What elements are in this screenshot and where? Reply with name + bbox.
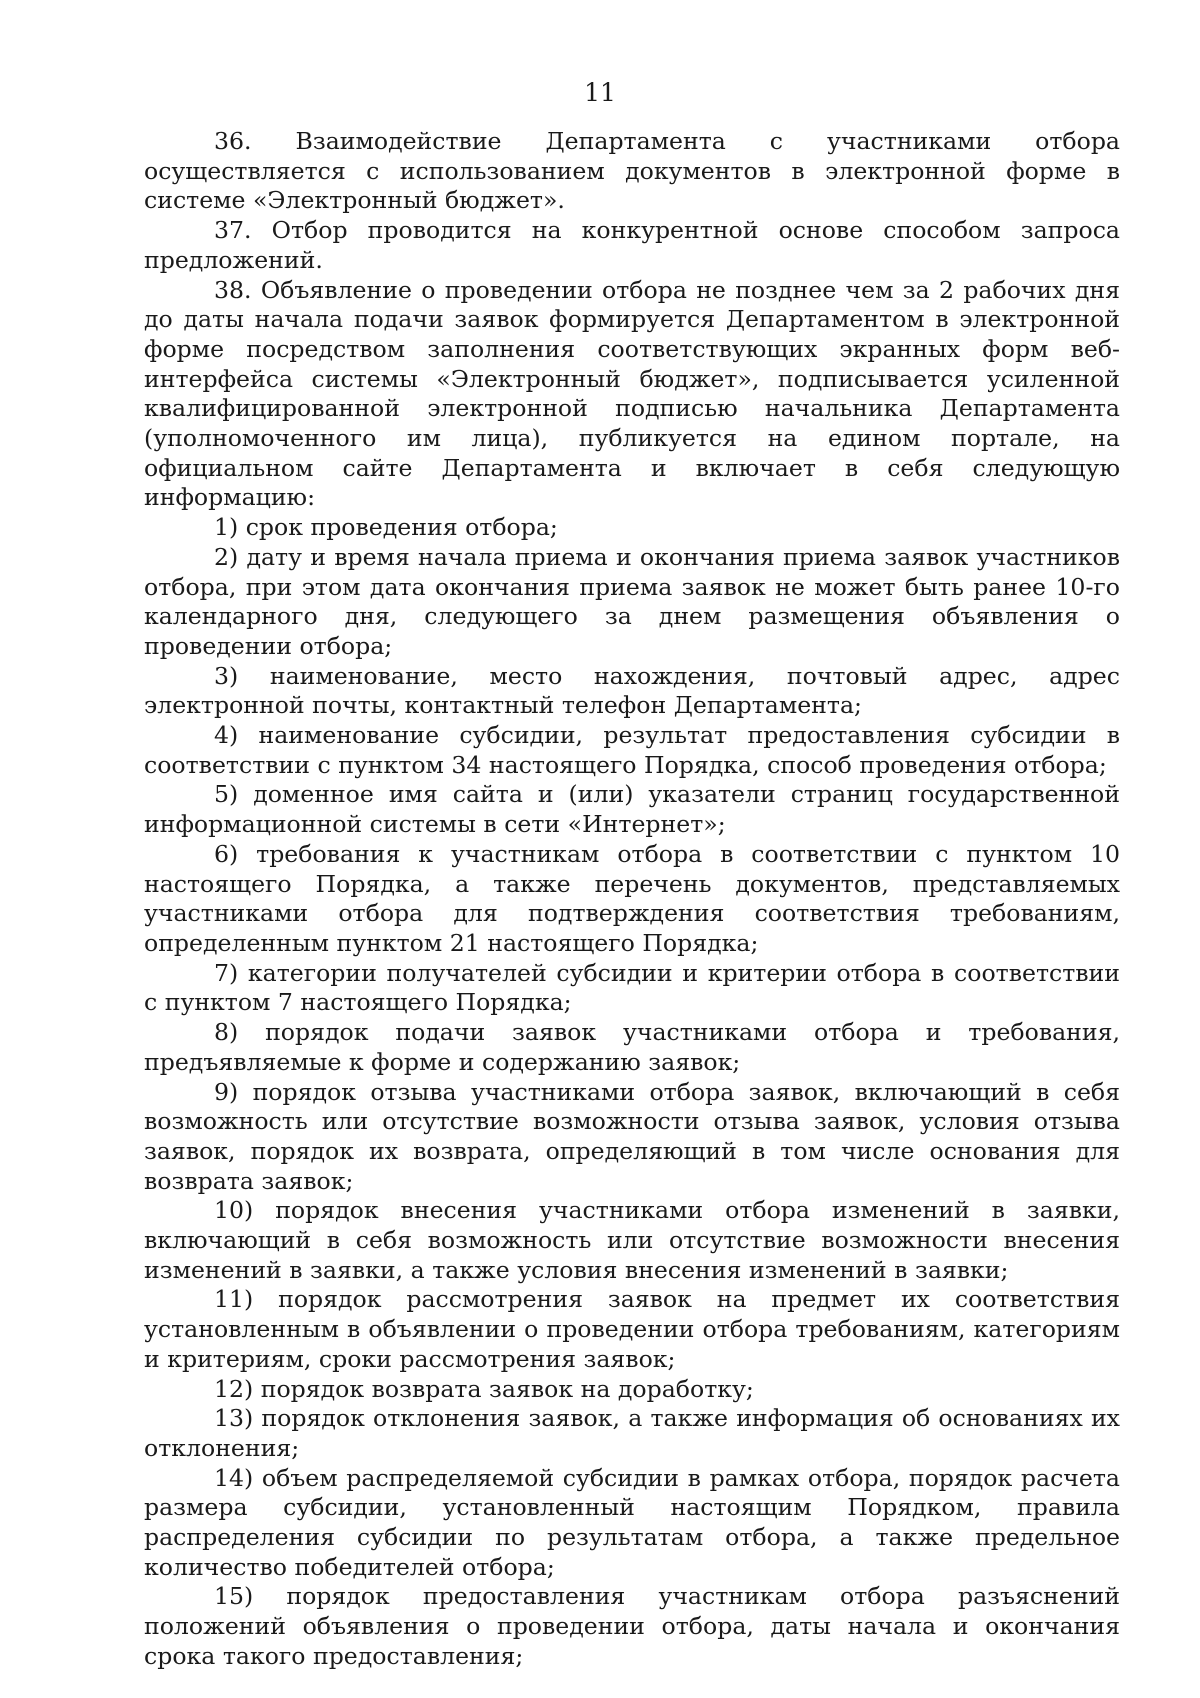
paragraph-36: 36. Взаимодействие Департамента с участниками отбора осуществляется с использованием документов в электронной форме в системе «Электронный бюджет». <box>144 127 1120 215</box>
list-item-9: 9) порядок отзыва участниками отбора заявок, включающий в себя возможность или отсутствие возможности отзыва заявок, условия отзыва заявок, порядок их возврата, определяющий в том числе основания для возврата заявок; <box>144 1077 1120 1195</box>
list-item-15: 15) порядок предоставления участникам отбора разъяснений положений объявления о проведении отбора, даты начала и окончания срока такого предоставления; <box>144 1582 1120 1670</box>
list-item-5: 5) доменное имя сайта и (или) указатели страниц государственной информационной системы в сети «Интернет»; <box>144 780 1120 839</box>
list-item-6: 6) требования к участникам отбора в соответствии с пунктом 10 настоящего Порядка, а также перечень документов, представляемых участниками отбора для подтверждения соответствия требованиям, определенным пунктом 21 настоящего Порядка; <box>144 839 1120 957</box>
list-item-11: 11) порядок рассмотрения заявок на предмет их соответствия установленным в объявлении о проведении отбора требованиям, категориям и критериям, сроки рассмотрения заявок; <box>144 1285 1120 1373</box>
paragraph-38: 38. Объявление о проведении отбора не позднее чем за 2 рабочих дня до даты начала подачи заявок формируется Департаментом в электронной форме посредством заполнения соответствующих экранных форм веб-интерфейса системы «Электронный бюджет», подписывается усиленной квалифицированной электронной подписью начальника Департамента (уполномоченного им лица), публикуется на едином портале, на официальном сайте Департамента и включает в себя следующую информацию: <box>144 275 1120 512</box>
list-item-12: 12) порядок возврата заявок на доработку; <box>214 1374 754 1403</box>
list-item-3: 3) наименование, место нахождения, почтовый адрес, адрес электронной почты, контактный телефон Департамента; <box>144 661 1120 720</box>
list-item-7: 7) категории получателей субсидии и критерии отбора в соответствии с пунктом 7 настоящего Порядка; <box>144 958 1120 1017</box>
list-item-14: 14) объем распределяемой субсидии в рамках отбора, порядок расчета размера субсидии, установленный настоящим Порядком, правила распределения субсидии по результатам отбора, а также предельное количество победителей отбора; <box>144 1463 1120 1581</box>
list-item-8: 8) порядок подачи заявок участниками отбора и требования, предъявляемые к форме и содержанию заявок; <box>144 1018 1120 1076</box>
page-number: 11 <box>584 78 616 107</box>
list-item-1: 1) срок проведения отбора; <box>214 513 558 542</box>
list-item-2: 2) дату и время начала приема и окончания приема заявок участников отбора, при этом дата окончания приема заявок не может быть ранее 10-го календарного дня, следующего за днем размещения объявления о проведении отбора; <box>144 542 1120 660</box>
list-item-13: 13) порядок отклонения заявок, а также информация об основаниях их отклонения; <box>144 1404 1120 1462</box>
document-body <box>144 127 1120 1672</box>
list-item-10: 10) порядок внесения участниками отбора изменений в заявки, включающий в себя возможность или отсутствие возможности внесения изменений в заявки, а также условия внесения изменений в заявки; <box>144 1196 1120 1284</box>
list-item-4: 4) наименование субсидии, результат предоставления субсидии в соответствии с пунктом 34 настоящего Порядка, способ проведения отбора; <box>144 721 1120 779</box>
paragraph-37: 37. Отбор проводится на конкурентной основе способом запроса предложений. <box>144 216 1120 274</box>
